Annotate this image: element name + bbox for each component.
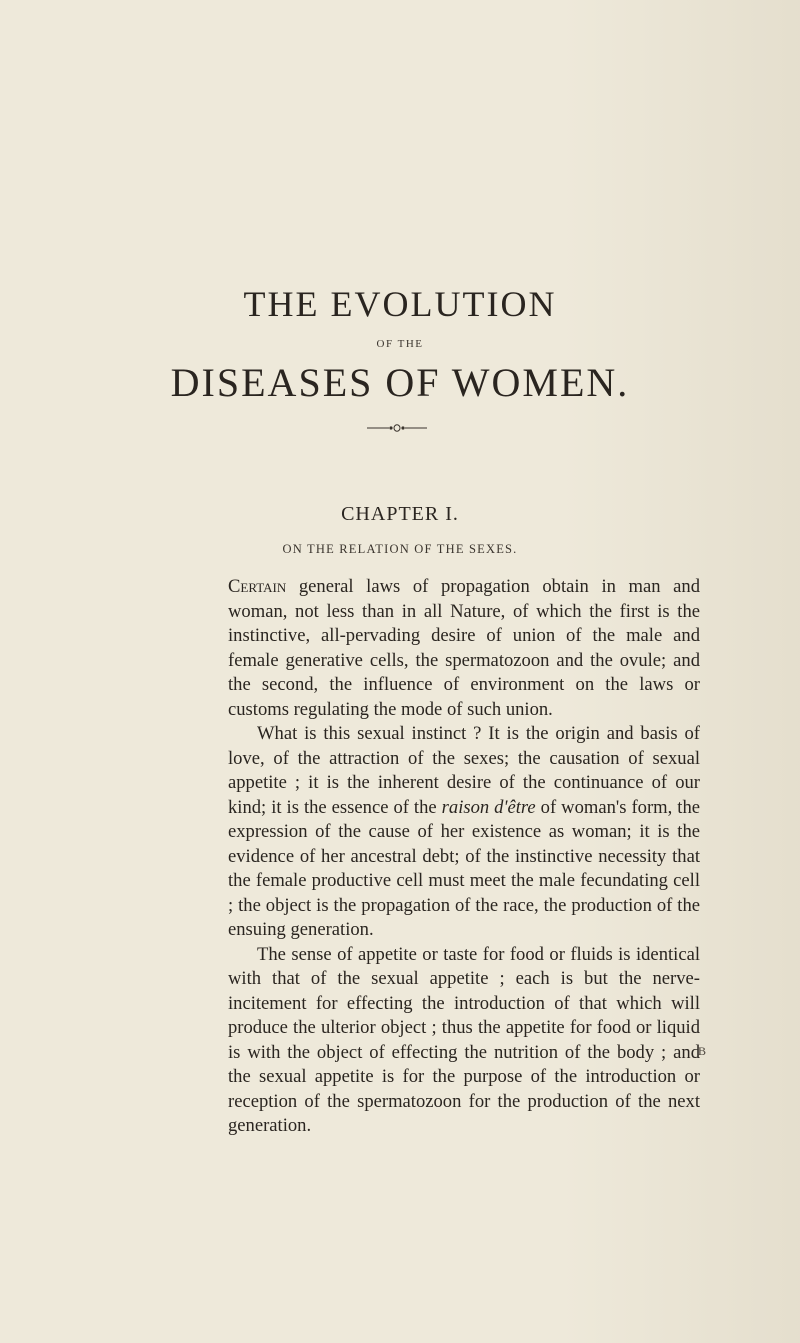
paragraph-3: The sense of appetite or taste for food or fluids is identical with that of the sexual appetite ; each is but the nerve-incitement for effecting the introduction of that which will produce the ulterior object ; thus the appetite for food or liquid is with the object of effecting the nutrition of the body ; and the sexual appetite is for the purpose of the introduction or reception of the spermatozoon for the production of the next generation. [228, 943, 700, 1136]
paragraph-1-lead-word: Certain [228, 576, 287, 597]
book-title-of: OF THE [376, 338, 424, 350]
ornamental-rule-icon [367, 422, 427, 434]
paragraph-1-text: general laws of propagation obtain in man and woman, not less than in all Nature, of which the first is the instinctive, all-pervading desire of union of the male and female generative cells, the spermatozoon and the ovule; and the second, the influence of environment on the laws or customs regulating the mode of such union. [228, 576, 700, 720]
chapter-subtitle: ON THE RELATION OF THE SEXES. [282, 542, 518, 556]
paragraph-2-text-a: What is this sexual instinct ? It is the origin and basis of love, of the attraction of the sexes; the causation of sexual appetite ; it is the inherent desire of the continuance of our kind; it is the essence of the [228, 723, 700, 818]
book-title-line2: DISEASES OF WOMEN. [170, 360, 630, 405]
paragraph-2-text-b: of woman's form, the expression of the cause of her existence as woman; it is the evidence of her ancestral debt; of the instinctive necessity that the female productive cell must meet the male fecundating cell ; the object is the propagation of the race, the production of the ensuing generation. [228, 796, 701, 940]
signature-mark: B [698, 1044, 707, 1058]
paragraph-1 [228, 575, 700, 722]
chapter-heading: CHAPTER I. [341, 503, 459, 525]
chapter-body [228, 575, 700, 1139]
book-title-line1: THE EVOLUTION [243, 284, 557, 324]
paragraph-2-italic-phrase: raison d'être [441, 796, 536, 818]
paragraph-2 [228, 722, 700, 943]
